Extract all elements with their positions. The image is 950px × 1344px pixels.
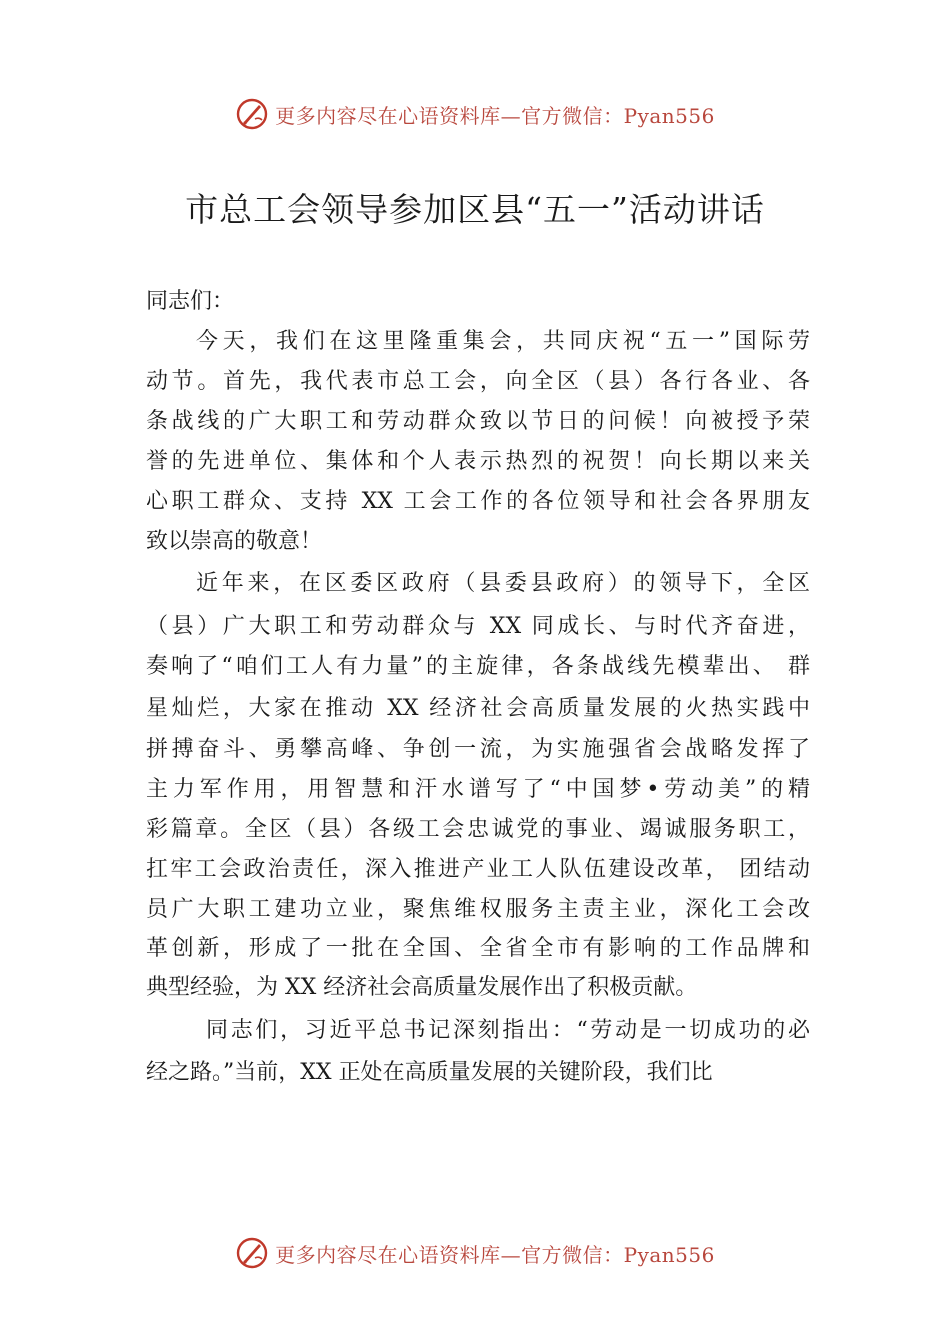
body-line: 员广大职工建功立业，聚焦维权服务主责主业，深化工会改 xyxy=(146,897,810,922)
body-line: 拼搏奋斗、勇攀高峰、争创一流，为实施强省会战略发挥了 xyxy=(146,737,810,762)
body-line: 今天，我们在这里隆重集会，共同庆祝“五一”国际劳 xyxy=(196,329,810,354)
body-line: 彩篇章。全区（县）各级工会忠诚党的事业、竭诚服务职工， xyxy=(146,817,810,842)
body-line: 典型经验，为 XX 经济社会高质量发展作出了积极贡献。 xyxy=(146,975,698,1000)
salutation: 同志们： xyxy=(146,289,235,314)
body-line: 扛牢工会政治责任，深入推进产业工人队伍建设改革， 团结动 xyxy=(146,857,810,882)
banner-text: 更多内容尽在心语资料库—官方微信：Pyan556 xyxy=(275,103,715,128)
body-line: 主力军作用，用智慧和汗水谱写了“中国梦•劳动美”的精 xyxy=(146,777,810,802)
body-line: 同志们，习近平总书记深刻指出：“劳动是一切成功的必 xyxy=(206,1018,810,1043)
footer-banner xyxy=(0,1233,950,1273)
body-line: 奏响了“咱们工人有力量”的主旋律，各条战线先模辈出、 群 xyxy=(146,654,810,679)
document-title: 市总工会领导参加区县“五一”活动讲话 xyxy=(185,190,765,229)
body-line: 革创新，形成了一批在全国、全省全市有影响的工作品牌和 xyxy=(146,936,810,961)
body-line: 动节。首先，我代表市总工会，向全区（县）各行各业、各 xyxy=(146,369,810,394)
body-line: 星灿烂，大家在推动 XX 经济社会高质量发展的火热实践中 xyxy=(146,696,810,721)
body-line: 近年来，在区委区政府（县委县政府）的领导下，全区 xyxy=(196,571,810,596)
header-banner xyxy=(0,94,950,134)
quill-seal-icon xyxy=(235,97,269,131)
body-line: 誉的先进单位、集体和个人表示热烈的祝贺！向长期以来关 xyxy=(146,449,810,474)
body-line: 条战线的广大职工和劳动群众致以节日的问候！向被授予荣 xyxy=(146,409,810,434)
body-line: 心职工群众、支持 XX 工会工作的各位领导和社会各界朋友 xyxy=(146,489,810,514)
body-line: 经之路。”当前，XX 正处在高质量发展的关键阶段，我们比 xyxy=(146,1060,713,1085)
banner-text: 更多内容尽在心语资料库—官方微信：Pyan556 xyxy=(275,1242,715,1267)
quill-seal-icon xyxy=(235,1236,269,1270)
body-line: （县）广大职工和劳动群众与 XX 同成长、与时代齐奋进， xyxy=(146,614,810,639)
body-line: 致以崇高的敬意！ xyxy=(146,529,323,554)
